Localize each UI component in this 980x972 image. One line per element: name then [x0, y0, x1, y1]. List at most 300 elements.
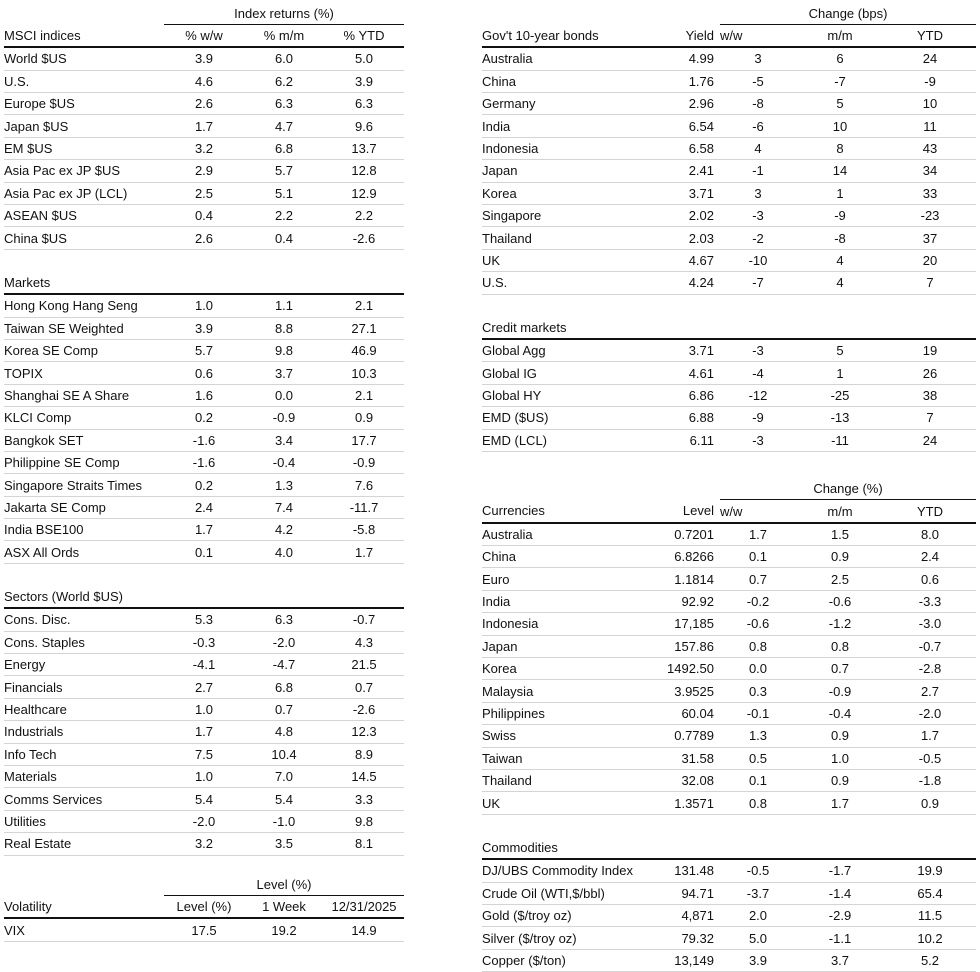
row-value: 1.7: [796, 792, 884, 814]
row-value: -10: [720, 249, 796, 271]
row-label: Crude Oil (WTI,$/bbl): [482, 882, 658, 904]
row-value: 0.9: [796, 725, 884, 747]
row-value: 8.8: [244, 317, 324, 339]
row-value: 6.2: [244, 70, 324, 92]
row-value: 9.6: [324, 115, 404, 137]
row-value: -2.6: [324, 698, 404, 720]
credit-title-row: [482, 317, 976, 339]
table-row: [482, 339, 976, 362]
row-value: 24: [884, 429, 976, 451]
row-label: Taiwan: [482, 747, 658, 769]
credit-title: Credit markets: [482, 317, 976, 339]
row-value: -9: [796, 205, 884, 227]
row-value: -13: [796, 407, 884, 429]
row-value: 26: [884, 362, 976, 384]
table-row: [4, 654, 404, 676]
row-value: 3.4: [244, 429, 324, 451]
markets-title: Markets: [4, 272, 404, 294]
row-value: -0.3: [164, 631, 244, 653]
row-value: -0.6: [720, 613, 796, 635]
table-row: [4, 339, 404, 361]
row-value: 2.6: [164, 227, 244, 249]
row-label: Real Estate: [4, 833, 164, 855]
row-value: -3.0: [884, 613, 976, 635]
row-value: 0.7: [324, 676, 404, 698]
row-value: 46.9: [324, 339, 404, 361]
row-value: 7.4: [244, 496, 324, 518]
table-row: [4, 833, 404, 855]
row-value: 0.6: [884, 568, 976, 590]
row-value: -1.7: [796, 859, 884, 882]
row-value: 3: [720, 47, 796, 70]
row-value: 3.9: [324, 70, 404, 92]
table-row: [4, 918, 404, 941]
row-label: Energy: [4, 654, 164, 676]
row-value: 5.7: [164, 339, 244, 361]
row-value: -23: [884, 205, 976, 227]
table-row: [482, 747, 976, 769]
row-value: 8.0: [884, 523, 976, 546]
row-value: 4,871: [658, 904, 720, 926]
table-row: [4, 317, 404, 339]
table-row: [482, 205, 976, 227]
markets-table: [4, 272, 404, 564]
row-value: 92.92: [658, 590, 720, 612]
table-row: [482, 702, 976, 724]
table-row: [482, 272, 976, 294]
row-value: 14.5: [324, 766, 404, 788]
row-value: 0.2: [164, 407, 244, 429]
row-label: Philippine SE Comp: [4, 451, 164, 473]
table-row: [482, 384, 976, 406]
row-value: 2.1: [324, 294, 404, 317]
table-row: [4, 407, 404, 429]
row-value: 6.54: [658, 115, 720, 137]
row-value: 10.2: [884, 927, 976, 949]
msci-group-label: Index returns (%): [164, 3, 404, 24]
currencies-table: [482, 478, 976, 815]
row-value: 6.8266: [658, 546, 720, 568]
row-value: 7.5: [164, 743, 244, 765]
row-value: 43: [884, 137, 976, 159]
row-value: -3: [720, 205, 796, 227]
row-value: 3.2: [164, 833, 244, 855]
row-value: 6.3: [324, 93, 404, 115]
sectors-table: [4, 586, 404, 856]
bonds-group-row: [482, 3, 976, 24]
row-value: 5.2: [884, 949, 976, 971]
row-value: 10: [884, 93, 976, 115]
row-label: UK: [482, 792, 658, 814]
row-value: 2.41: [658, 160, 720, 182]
table-row: [4, 451, 404, 473]
row-label: Japan $US: [4, 115, 164, 137]
table-row: [4, 743, 404, 765]
row-value: -4.7: [244, 654, 324, 676]
row-value: 33: [884, 182, 976, 204]
row-value: -4: [720, 362, 796, 384]
row-value: -2.0: [164, 810, 244, 832]
row-value: 7: [884, 407, 976, 429]
row-value: 8.9: [324, 743, 404, 765]
table-row: [4, 137, 404, 159]
row-value: 1.5: [796, 523, 884, 546]
row-value: 1.7: [720, 523, 796, 546]
table-row: [482, 182, 976, 204]
row-value: 4: [796, 249, 884, 271]
msci-table: [4, 3, 404, 250]
row-value: -8: [720, 93, 796, 115]
row-value: -0.6: [796, 590, 884, 612]
row-label: China: [482, 546, 658, 568]
row-value: 4: [796, 272, 884, 294]
row-value: 3.7: [796, 949, 884, 971]
currencies-header-ytd: YTD: [884, 500, 976, 523]
table-row: [4, 788, 404, 810]
row-value: 3.7: [244, 362, 324, 384]
table-row: [4, 698, 404, 720]
row-value: 1: [796, 182, 884, 204]
row-value: -3.3: [884, 590, 976, 612]
row-label: Global HY: [482, 384, 658, 406]
table-row: [4, 541, 404, 563]
row-value: -0.4: [796, 702, 884, 724]
row-value: 5: [796, 93, 884, 115]
currencies-header-level: Level: [658, 500, 720, 523]
row-value: -1.1: [796, 927, 884, 949]
row-label: India BSE100: [4, 519, 164, 541]
row-value: -2.8: [884, 658, 976, 680]
row-value: 1.7: [164, 721, 244, 743]
row-label: Indonesia: [482, 613, 658, 635]
row-label: U.S.: [482, 272, 658, 294]
table-row: [4, 205, 404, 227]
row-label: Singapore: [482, 205, 658, 227]
msci-header-name: MSCI indices: [4, 24, 164, 47]
table-row: [482, 115, 976, 137]
bonds-header-ytd: YTD: [884, 24, 976, 47]
row-value: 6.0: [244, 47, 324, 70]
row-label: EMD (LCL): [482, 429, 658, 451]
row-value: 13,149: [658, 949, 720, 971]
row-value: 3.71: [658, 339, 720, 362]
row-value: 2.2: [324, 205, 404, 227]
row-label: TOPIX: [4, 362, 164, 384]
row-value: 1492.50: [658, 658, 720, 680]
table-row: [482, 47, 976, 70]
table-row: [482, 658, 976, 680]
table-row: [4, 294, 404, 317]
row-label: Shanghai SE A Share: [4, 384, 164, 406]
row-value: 0.5: [720, 747, 796, 769]
row-label: Thailand: [482, 770, 658, 792]
row-value: 3: [720, 182, 796, 204]
table-row: [482, 568, 976, 590]
row-label: UK: [482, 249, 658, 271]
row-value: 4.61: [658, 362, 720, 384]
row-value: 65.4: [884, 882, 976, 904]
row-value: 19.2: [244, 918, 324, 941]
bonds-group-label: Change (bps): [720, 3, 976, 24]
volatility-header-row: [4, 895, 404, 918]
volatility-header-name: Volatility: [4, 895, 164, 918]
row-value: 0.9: [884, 792, 976, 814]
row-value: -1.2: [796, 613, 884, 635]
row-label: Taiwan SE Weighted: [4, 317, 164, 339]
row-value: 6.3: [244, 608, 324, 631]
row-label: Jakarta SE Comp: [4, 496, 164, 518]
table-row: [4, 227, 404, 249]
row-value: 31.58: [658, 747, 720, 769]
row-value: 1.7: [164, 519, 244, 541]
row-value: 1.3571: [658, 792, 720, 814]
row-value: 0.7: [244, 698, 324, 720]
row-label: Indonesia: [482, 137, 658, 159]
row-label: Europe $US: [4, 93, 164, 115]
row-value: -0.5: [884, 747, 976, 769]
table-row: [4, 496, 404, 518]
row-label: Asia Pac ex JP $US: [4, 160, 164, 182]
row-value: 4.3: [324, 631, 404, 653]
row-value: -1: [720, 160, 796, 182]
row-label: Australia: [482, 523, 658, 546]
row-value: 11.5: [884, 904, 976, 926]
row-value: -4.1: [164, 654, 244, 676]
table-row: [4, 810, 404, 832]
row-value: 14: [796, 160, 884, 182]
row-value: 2.02: [658, 205, 720, 227]
row-label: Global Agg: [482, 339, 658, 362]
table-row: [4, 384, 404, 406]
row-value: 8.1: [324, 833, 404, 855]
row-value: 19.9: [884, 859, 976, 882]
row-value: -1.6: [164, 429, 244, 451]
row-value: -6: [720, 115, 796, 137]
row-value: -0.2: [720, 590, 796, 612]
row-label: Japan: [482, 635, 658, 657]
row-label: Thailand: [482, 227, 658, 249]
table-row: [482, 546, 976, 568]
row-value: 79.32: [658, 927, 720, 949]
row-value: -2: [720, 227, 796, 249]
row-label: Korea: [482, 182, 658, 204]
row-label: Global IG: [482, 362, 658, 384]
row-value: 2.6: [164, 93, 244, 115]
row-value: -9: [720, 407, 796, 429]
bonds-header-yield: Yield: [658, 24, 720, 47]
row-value: 3.9: [164, 47, 244, 70]
msci-header-ytd: % YTD: [324, 24, 404, 47]
commodities-title-row: [482, 837, 976, 859]
table-row: [4, 721, 404, 743]
row-value: 4.24: [658, 272, 720, 294]
row-value: -12: [720, 384, 796, 406]
table-row: [482, 407, 976, 429]
row-value: 2.5: [796, 568, 884, 590]
row-label: KLCI Comp: [4, 407, 164, 429]
row-value: 5.3: [164, 608, 244, 631]
row-value: 2.9: [164, 160, 244, 182]
volatility-group-label: Level (%): [164, 874, 404, 896]
row-value: -0.7: [324, 608, 404, 631]
row-value: 0.7: [796, 658, 884, 680]
row-label: VIX: [4, 918, 164, 941]
row-value: 7: [884, 272, 976, 294]
row-label: India: [482, 115, 658, 137]
row-value: 5: [796, 339, 884, 362]
row-value: -2.0: [244, 631, 324, 653]
row-value: -0.4: [244, 451, 324, 473]
row-value: 20: [884, 249, 976, 271]
row-value: -11.7: [324, 496, 404, 518]
row-value: 6.8: [244, 137, 324, 159]
row-value: 157.86: [658, 635, 720, 657]
row-value: 27.1: [324, 317, 404, 339]
table-row: [4, 766, 404, 788]
table-row: [482, 93, 976, 115]
row-value: 5.4: [164, 788, 244, 810]
sectors-title-row: [4, 586, 404, 608]
row-value: 4.7: [244, 115, 324, 137]
row-value: -7: [720, 272, 796, 294]
table-row: [482, 362, 976, 384]
row-label: Gold ($/troy oz): [482, 904, 658, 926]
row-value: 17,185: [658, 613, 720, 635]
table-row: [482, 590, 976, 612]
row-label: ASX All Ords: [4, 541, 164, 563]
row-value: 1.6: [164, 384, 244, 406]
row-value: 1.3: [720, 725, 796, 747]
row-label: ASEAN $US: [4, 205, 164, 227]
row-value: 0.1: [164, 541, 244, 563]
row-value: 21.5: [324, 654, 404, 676]
volatility-header-week: 1 Week: [244, 895, 324, 918]
row-value: 1.0: [164, 698, 244, 720]
row-value: 14.9: [324, 918, 404, 941]
row-label: Singapore Straits Times: [4, 474, 164, 496]
commodities-title: Commodities: [482, 837, 976, 859]
table-row: [4, 160, 404, 182]
row-value: 94.71: [658, 882, 720, 904]
row-value: 4: [720, 137, 796, 159]
row-value: 3.9: [720, 949, 796, 971]
table-row: [4, 362, 404, 384]
table-row: [482, 882, 976, 904]
row-value: 1.0: [164, 294, 244, 317]
row-value: -3.7: [720, 882, 796, 904]
row-label: Asia Pac ex JP (LCL): [4, 182, 164, 204]
sectors-title: Sectors (World $US): [4, 586, 404, 608]
row-value: 4.67: [658, 249, 720, 271]
bonds-header-name: Gov't 10-year bonds: [482, 24, 658, 47]
row-value: 0.9: [324, 407, 404, 429]
table-row: [482, 635, 976, 657]
table-row: [482, 523, 976, 546]
row-value: 3.9: [164, 317, 244, 339]
table-row: [482, 725, 976, 747]
row-value: 2.1: [324, 384, 404, 406]
row-value: 9.8: [324, 810, 404, 832]
row-value: 2.7: [884, 680, 976, 702]
row-value: 0.8: [720, 792, 796, 814]
row-value: 34: [884, 160, 976, 182]
row-value: -25: [796, 384, 884, 406]
row-value: 9.8: [244, 339, 324, 361]
table-row: [482, 792, 976, 814]
row-value: 0.2: [164, 474, 244, 496]
table-row: [4, 115, 404, 137]
volatility-header-date: 12/31/2025: [324, 895, 404, 918]
row-label: Korea: [482, 658, 658, 680]
row-value: 6.3: [244, 93, 324, 115]
table-row: [4, 608, 404, 631]
row-value: -11: [796, 429, 884, 451]
row-value: 17.5: [164, 918, 244, 941]
row-value: 0.0: [244, 384, 324, 406]
table-row: [4, 70, 404, 92]
row-value: 5.1: [244, 182, 324, 204]
row-value: 4.6: [164, 70, 244, 92]
table-row: [482, 927, 976, 949]
row-value: -1.6: [164, 451, 244, 473]
row-value: 38: [884, 384, 976, 406]
row-value: 37: [884, 227, 976, 249]
row-label: Healthcare: [4, 698, 164, 720]
row-value: 4.8: [244, 721, 324, 743]
row-value: 0.4: [164, 205, 244, 227]
table-row: [482, 70, 976, 92]
row-value: 0.7201: [658, 523, 720, 546]
row-value: 2.96: [658, 93, 720, 115]
currencies-header-mm: m/m: [796, 500, 884, 523]
row-value: 0.0: [720, 658, 796, 680]
row-label: Korea SE Comp: [4, 339, 164, 361]
row-value: 1.0: [796, 747, 884, 769]
row-value: 7.0: [244, 766, 324, 788]
row-value: -2.0: [884, 702, 976, 724]
bonds-header-mm: m/m: [796, 24, 884, 47]
currencies-group-label: Change (%): [720, 478, 976, 500]
table-row: [4, 474, 404, 496]
row-label: Utilities: [4, 810, 164, 832]
row-value: 3.3: [324, 788, 404, 810]
row-value: 3.9525: [658, 680, 720, 702]
table-row: [482, 680, 976, 702]
table-row: [482, 859, 976, 882]
msci-header-ww: % w/w: [164, 24, 244, 47]
row-value: 5.0: [324, 47, 404, 70]
row-value: 32.08: [658, 770, 720, 792]
row-label: Comms Services: [4, 788, 164, 810]
row-value: -2.9: [796, 904, 884, 926]
row-label: EMD ($US): [482, 407, 658, 429]
row-value: -1.8: [884, 770, 976, 792]
row-value: 0.8: [796, 635, 884, 657]
row-value: 0.4: [244, 227, 324, 249]
row-value: 4.0: [244, 541, 324, 563]
msci-group-row: [4, 3, 404, 24]
table-row: [482, 949, 976, 971]
row-value: 5.7: [244, 160, 324, 182]
table-row: [4, 519, 404, 541]
row-value: 0.7789: [658, 725, 720, 747]
row-value: 1.1814: [658, 568, 720, 590]
bonds-table: [482, 3, 976, 295]
row-value: 4.99: [658, 47, 720, 70]
table-row: [4, 631, 404, 653]
msci-panel: [4, 3, 404, 942]
row-value: 2.4: [884, 546, 976, 568]
